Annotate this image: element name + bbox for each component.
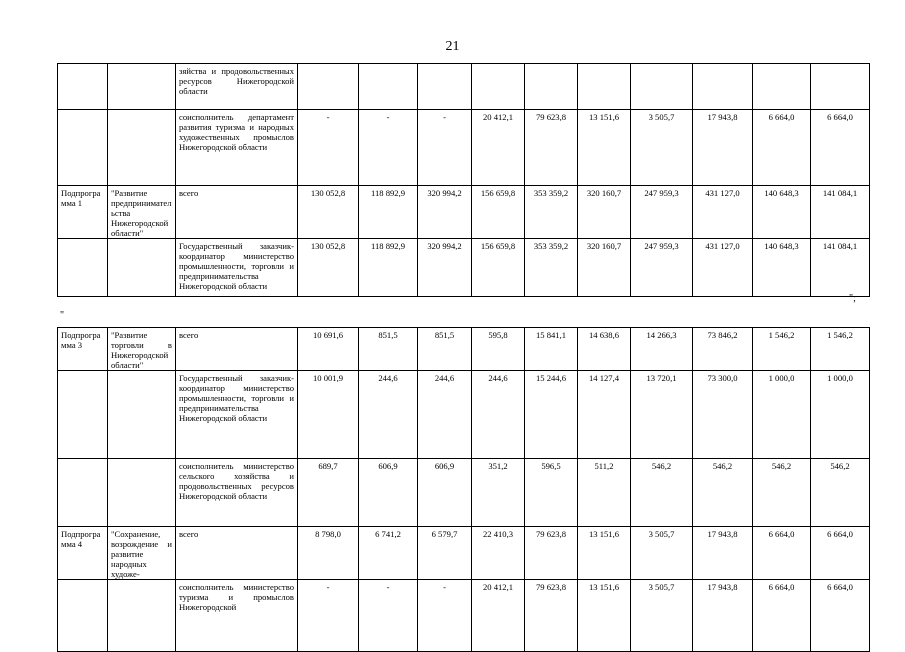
value-cell: 244,6 (418, 371, 472, 459)
value-cell: 851,5 (359, 328, 418, 371)
subprogram-title-cell (108, 371, 176, 459)
subprogram-title-cell: "Развитие торговли в Нижегородской области" (108, 328, 176, 371)
executor-cell: соисполнитель министерство сельского хозяйства и продовольственных ресурсов Нижегородской области (176, 459, 298, 527)
subprogram-cell: Подпрограмма 1 (58, 186, 108, 239)
value-cell: 1 000,0 (811, 371, 870, 459)
subprogram-cell (58, 64, 108, 110)
value-cell: 14 638,6 (578, 328, 631, 371)
value-cell: 22 410,3 (472, 527, 525, 580)
value-cell: 13 151,6 (578, 527, 631, 580)
value-cell (359, 64, 418, 110)
value-cell: - (359, 580, 418, 652)
value-cell: 6 664,0 (811, 580, 870, 652)
value-cell (298, 64, 359, 110)
value-cell: 320 160,7 (578, 239, 631, 297)
value-cell: 606,9 (359, 459, 418, 527)
executor-cell: всего (176, 186, 298, 239)
value-cell: 6 579,7 (418, 527, 472, 580)
value-cell: 546,2 (753, 459, 811, 527)
value-cell: - (359, 110, 418, 186)
value-cell: 244,6 (359, 371, 418, 459)
value-cell: 247 959,3 (631, 186, 693, 239)
value-cell: 13 720,1 (631, 371, 693, 459)
value-cell: 351,2 (472, 459, 525, 527)
executor-cell: Государственный заказчик-координатор министерство промышленности, торговли и предпринимательства Нижегородской области (176, 371, 298, 459)
executor-cell: соисполнитель министерство туризма и промыслов Нижегородской (176, 580, 298, 652)
value-cell: 79 623,8 (525, 527, 578, 580)
value-cell: 141 084,1 (811, 186, 870, 239)
subprogram-title-cell (108, 64, 176, 110)
value-cell: 6 664,0 (811, 110, 870, 186)
value-cell: 353 359,2 (525, 186, 578, 239)
value-cell: 156 659,8 (472, 239, 525, 297)
value-cell: 431 127,0 (693, 239, 753, 297)
value-cell: 689,7 (298, 459, 359, 527)
subprogram-cell (58, 580, 108, 652)
value-cell: 118 892,9 (359, 186, 418, 239)
table-row (58, 186, 870, 239)
value-cell: 3 505,7 (631, 110, 693, 186)
table-row (58, 64, 870, 110)
subprogram-title-cell (108, 580, 176, 652)
value-cell: 595,8 (472, 328, 525, 371)
executor-cell: всего (176, 328, 298, 371)
value-cell: 15 841,1 (525, 328, 578, 371)
value-cell: 3 505,7 (631, 580, 693, 652)
value-cell: 13 151,6 (578, 110, 631, 186)
value-cell: 6 664,0 (753, 527, 811, 580)
value-cell: 130 052,8 (298, 186, 359, 239)
value-cell: 156 659,8 (472, 186, 525, 239)
closing-quote-mark: "; (849, 293, 856, 304)
value-cell: 14 127,4 (578, 371, 631, 459)
value-cell: 14 266,3 (631, 328, 693, 371)
value-cell: - (418, 110, 472, 186)
executor-cell: всего (176, 527, 298, 580)
value-cell: 546,2 (811, 459, 870, 527)
value-cell: 320 994,2 (418, 186, 472, 239)
value-cell: 130 052,8 (298, 239, 359, 297)
table-row (58, 328, 870, 371)
value-cell: 118 892,9 (359, 239, 418, 297)
value-cell (631, 64, 693, 110)
opening-quote-mark: " (60, 310, 65, 321)
table-row (58, 110, 870, 186)
value-cell: 353 359,2 (525, 239, 578, 297)
subprogram-title-cell (108, 239, 176, 297)
subprogram-cell: Подпрограмма 3 (58, 328, 108, 371)
subprogram-cell (58, 110, 108, 186)
value-cell: 511,2 (578, 459, 631, 527)
value-cell: 1 000,0 (753, 371, 811, 459)
value-cell: 140 648,3 (753, 186, 811, 239)
value-cell: 6 664,0 (811, 527, 870, 580)
value-cell: 79 623,8 (525, 110, 578, 186)
subprogram-cell (58, 239, 108, 297)
value-cell: 320 160,7 (578, 186, 631, 239)
value-cell: 10 001,9 (298, 371, 359, 459)
value-cell: 3 505,7 (631, 527, 693, 580)
subprogram-title-cell: "Сохранение, возрождение и развитие народных художе- (108, 527, 176, 580)
value-cell (811, 64, 870, 110)
value-cell: 17 943,8 (693, 580, 753, 652)
value-cell: 15 244,6 (525, 371, 578, 459)
value-cell: 17 943,8 (693, 110, 753, 186)
executor-cell: зяйства и продовольственных ресурсов Нижегородской области (176, 64, 298, 110)
table-row (58, 459, 870, 527)
budget-table-top (57, 63, 870, 297)
value-cell (753, 64, 811, 110)
value-cell: 73 300,0 (693, 371, 753, 459)
executor-cell: соисполнитель департамент развития туризма и народных художественных промыслов Нижегородской области (176, 110, 298, 186)
value-cell: 13 151,6 (578, 580, 631, 652)
subprogram-title-cell: "Развитие предпринимательства Нижегородской области" (108, 186, 176, 239)
value-cell: 6 741,2 (359, 527, 418, 580)
page-number: 21 (445, 39, 460, 54)
value-cell: 17 943,8 (693, 527, 753, 580)
table-row (58, 527, 870, 580)
value-cell: 79 623,8 (525, 580, 578, 652)
value-cell: 73 846,2 (693, 328, 753, 371)
subprogram-cell: Подпрограмма 4 (58, 527, 108, 580)
value-cell: 596,5 (525, 459, 578, 527)
budget-table-bottom (57, 327, 870, 652)
value-cell: 1 546,2 (811, 328, 870, 371)
value-cell (418, 64, 472, 110)
value-cell: 6 664,0 (753, 580, 811, 652)
value-cell: - (298, 580, 359, 652)
value-cell: 140 648,3 (753, 239, 811, 297)
value-cell (525, 64, 578, 110)
value-cell: 606,9 (418, 459, 472, 527)
value-cell: 20 412,1 (472, 580, 525, 652)
table-row (58, 239, 870, 297)
value-cell: 851,5 (418, 328, 472, 371)
value-cell: 247 959,3 (631, 239, 693, 297)
value-cell: 20 412,1 (472, 110, 525, 186)
value-cell (472, 64, 525, 110)
value-cell: 320 994,2 (418, 239, 472, 297)
subprogram-cell (58, 459, 108, 527)
value-cell: - (298, 110, 359, 186)
table-row (58, 371, 870, 459)
value-cell: 546,2 (631, 459, 693, 527)
executor-cell: Государственный заказчик-координатор министерство промышленности, торговли и предпринимательства Нижегородской области (176, 239, 298, 297)
value-cell (693, 64, 753, 110)
value-cell: 1 546,2 (753, 328, 811, 371)
subprogram-cell (58, 371, 108, 459)
value-cell: 8 798,0 (298, 527, 359, 580)
value-cell: 6 664,0 (753, 110, 811, 186)
value-cell: - (418, 580, 472, 652)
value-cell: 546,2 (693, 459, 753, 527)
subprogram-title-cell (108, 459, 176, 527)
value-cell: 141 084,1 (811, 239, 870, 297)
value-cell (578, 64, 631, 110)
subprogram-title-cell (108, 110, 176, 186)
value-cell: 10 691,6 (298, 328, 359, 371)
table-row (58, 580, 870, 652)
value-cell: 244,6 (472, 371, 525, 459)
value-cell: 431 127,0 (693, 186, 753, 239)
